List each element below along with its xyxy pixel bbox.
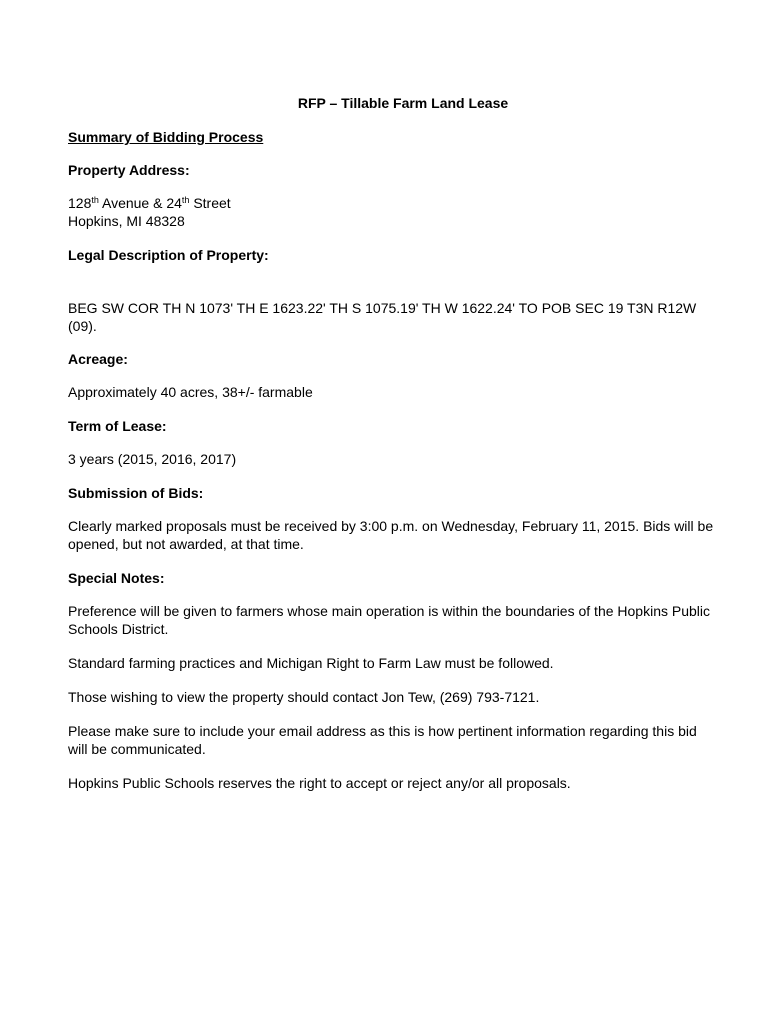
legal-description-heading: Legal Description of Property: [68, 247, 269, 263]
address-line-2: Hopkins, MI 48328 [68, 213, 185, 229]
summary-heading: Summary of Bidding Process [68, 129, 264, 145]
special-note-2: Standard farming practices and Michigan Right to Farm Law must be followed. [68, 655, 554, 671]
address-line-1 [68, 194, 718, 212]
submission-heading: Submission of Bids: [68, 485, 204, 501]
address-number: 128 [68, 195, 92, 211]
address-mid: Avenue & 24 [98, 195, 182, 211]
term-text: 3 years (2015, 2016, 2017) [68, 451, 237, 467]
special-note-1: Preference will be given to farmers whose main operation is within the boundaries of the Hopkins Public Schools District. [68, 603, 711, 637]
acreage-text: Approximately 40 acres, 38+/- farmable [68, 384, 313, 400]
special-notes-heading: Special Notes: [68, 570, 165, 586]
document-title: RFP – Tillable Farm Land Lease [297, 95, 509, 111]
address-number-suffix: th [91, 195, 99, 205]
address-mid-suffix: th [181, 195, 190, 205]
document-page [68, 94, 718, 808]
legal-description-text: BEG SW COR TH N 1073' TH E 1623.22' TH S 1075.19' TH W 1622.24' TO POB SEC 19 T3N R12W (09). [68, 300, 697, 334]
spacer [68, 279, 718, 299]
special-note-3: Those wishing to view the property should contact Jon Tew, (269) 793-7121. [68, 689, 540, 705]
special-note-4: Please make sure to include your email address as this is how pertinent information regarding this bid will be communicated. [68, 723, 697, 757]
special-note-5: Hopkins Public Schools reserves the right to accept or reject any/or all proposals. [68, 775, 571, 791]
submission-text: Clearly marked proposals must be received by 3:00 p.m. on Wednesday, February 11, 2015. Bids will be opened, but not awarded, at that time. [68, 518, 714, 552]
property-address-heading: Property Address: [68, 162, 190, 178]
term-heading: Term of Lease: [68, 418, 167, 434]
acreage-heading: Acreage: [68, 351, 128, 367]
address-end: Street [189, 195, 231, 211]
property-address [68, 194, 718, 230]
